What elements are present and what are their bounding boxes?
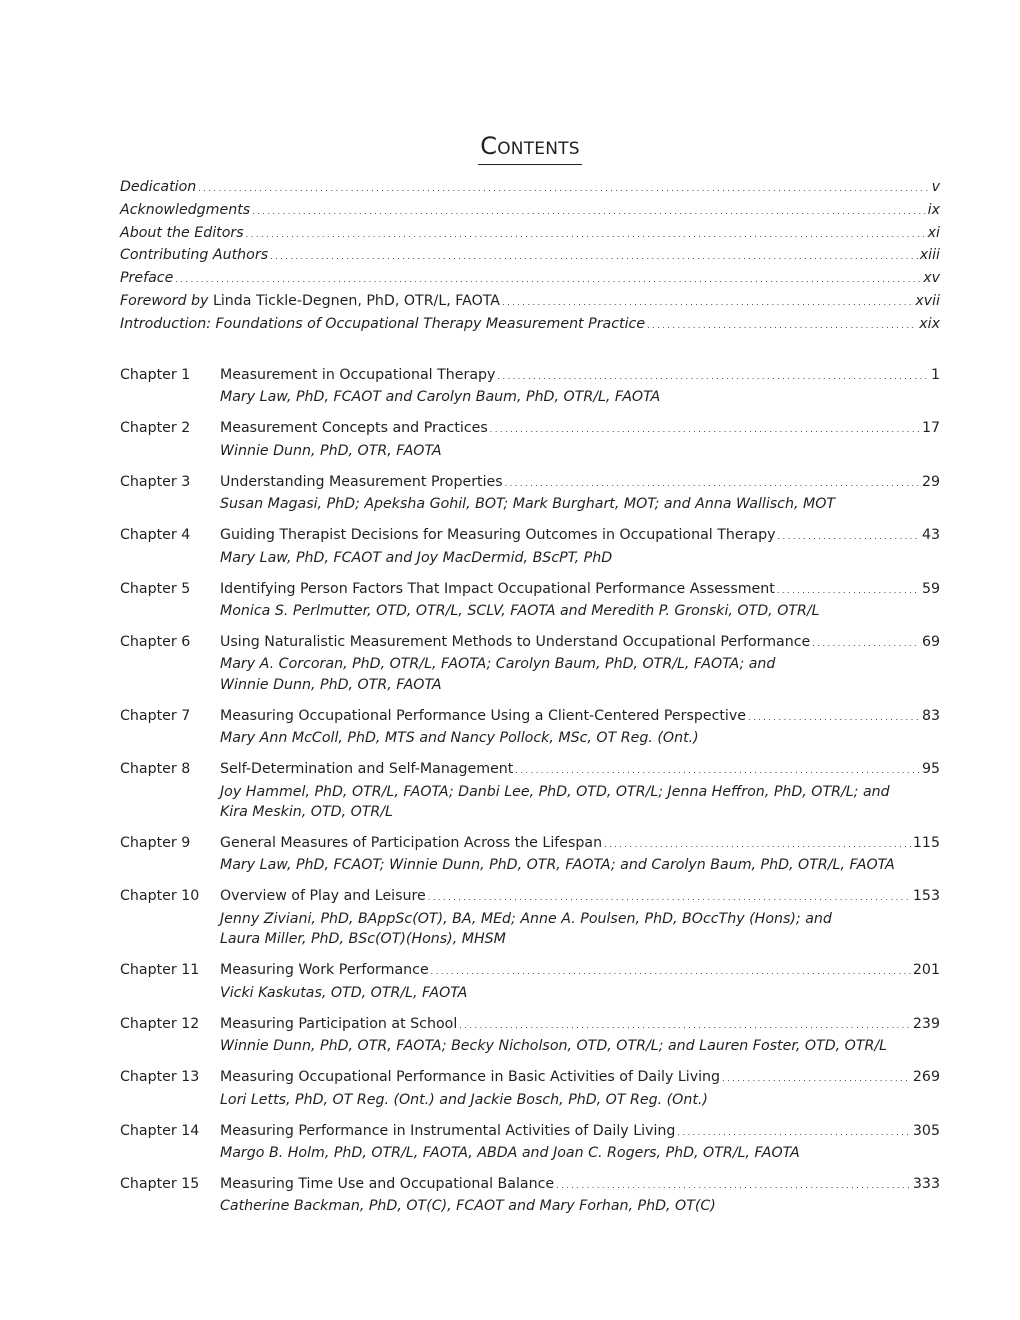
chapter-title-row xyxy=(220,472,940,494)
chapter-page-number: 201 xyxy=(912,962,940,979)
front-matter-item[interactable] xyxy=(120,200,940,223)
chapter-entry[interactable] xyxy=(120,1067,940,1110)
chapter-body xyxy=(220,1067,940,1110)
dot-leader xyxy=(502,291,913,314)
front-matter-label-text: Acknowledgments xyxy=(120,201,251,218)
chapter-body xyxy=(220,960,940,1003)
dot-leader xyxy=(777,579,920,601)
chapter-number: Chapter 11 xyxy=(120,962,200,979)
front-matter-list xyxy=(120,177,940,337)
chapter-body xyxy=(220,579,940,622)
front-matter-label xyxy=(120,314,645,335)
chapter-title-row xyxy=(220,525,940,547)
front-matter-item[interactable] xyxy=(120,314,940,337)
chapter-entry[interactable] xyxy=(120,886,940,949)
chapter-number: Chapter 7 xyxy=(120,707,191,724)
chapter-entry[interactable] xyxy=(120,579,940,622)
front-matter-item[interactable] xyxy=(120,223,940,246)
front-matter-page-number: xix xyxy=(919,315,940,332)
front-matter-page-number: xiii xyxy=(919,247,940,264)
chapter-number: Chapter 12 xyxy=(120,1015,200,1032)
front-matter-page-number: xvii xyxy=(915,292,940,309)
chapter-number: Chapter 2 xyxy=(120,420,191,437)
chapter-page-number: 69 xyxy=(921,634,940,651)
chapter-body xyxy=(220,706,940,749)
dot-leader xyxy=(428,886,911,908)
dot-leader xyxy=(778,525,920,547)
front-matter-label-text: About the Editors xyxy=(120,224,244,241)
dot-leader xyxy=(812,632,920,654)
dot-leader xyxy=(459,1014,911,1036)
chapter-page-number: 43 xyxy=(921,527,940,544)
front-matter-label-text: Dedication xyxy=(120,179,197,195)
dot-leader xyxy=(515,759,920,781)
chapter-title: Measuring Performance in Instrumental Activities of Daily Living xyxy=(220,1122,676,1139)
chapter-body xyxy=(220,833,940,876)
chapter-title-row xyxy=(220,1174,940,1196)
chapter-number: Chapter 15 xyxy=(120,1175,200,1192)
front-matter-label-text: Foreword by xyxy=(120,292,213,309)
chapter-number: Chapter 14 xyxy=(120,1122,200,1139)
chapter-entry[interactable] xyxy=(120,1121,940,1164)
dot-leader xyxy=(604,833,911,855)
chapter-title: Measuring Work Performance xyxy=(220,962,429,979)
chapter-title: Identifying Person Factors That Impact Occupational Performance Assessment xyxy=(220,580,775,597)
chapter-body xyxy=(220,759,940,822)
chapter-entry[interactable] xyxy=(120,418,940,461)
dot-leader xyxy=(505,472,920,494)
front-matter-label-text: Preface xyxy=(120,270,174,287)
chapter-authors: Margo B. Holm, PhD, OTR/L, FAOTA, ABDA and Joan C. Rogers, PhD, OTR/L, FAOTA xyxy=(220,1144,800,1161)
chapter-authors: Mary Law, PhD, FCAOT and Carolyn Baum, PhD, OTR/L, FAOTA xyxy=(220,389,661,406)
chapter-authors: Mary Law, PhD, FCAOT; Winnie Dunn, PhD, OTR, FAOTA; and Carolyn Baum, PhD, OTR/L, FAOTA xyxy=(220,857,895,874)
chapter-title-row xyxy=(220,960,940,982)
chapter-title-row xyxy=(220,833,940,855)
dot-leader xyxy=(270,245,918,268)
chapter-page-number: 95 xyxy=(921,761,940,778)
front-matter-item[interactable] xyxy=(120,268,940,291)
chapter-entry[interactable] xyxy=(120,759,940,822)
front-matter-label xyxy=(120,291,500,312)
front-matter-label xyxy=(120,268,173,289)
chapter-title-row xyxy=(220,759,940,781)
chapter-title: Measuring Participation at School xyxy=(220,1015,458,1032)
chapter-authors: Jenny Ziviani, PhD, BAppSc(OT), BA, MEd; Anne A. Poulsen, PhD, BOccThy (Hons); and Laura Miller, PhD, BSc(OT)(Hons), MHSM xyxy=(220,910,832,948)
chapter-title: Measuring Occupational Performance in Basic Activities of Daily Living xyxy=(220,1069,721,1086)
chapter-title-row xyxy=(220,1067,940,1089)
dot-leader xyxy=(647,314,917,337)
front-matter-item[interactable] xyxy=(120,245,940,268)
dot-leader xyxy=(677,1121,911,1143)
chapter-number: Chapter 1 xyxy=(120,367,191,383)
chapter-authors: Mary Law, PhD, FCAOT and Joy MacDermid, BScPT, PhD xyxy=(220,549,613,566)
chapter-authors: Joy Hammel, PhD, OTR/L, FAOTA; Danbi Lee, PhD, OTD, OTR/L; Jenna Heffron, PhD, OTR/L; and Kira Meskin, OTD, OTR/L xyxy=(220,783,890,821)
chapter-entry[interactable] xyxy=(120,960,940,1003)
chapter-page-number: 17 xyxy=(921,420,940,437)
chapter-page-number: 239 xyxy=(912,1015,940,1032)
chapter-number: Chapter 8 xyxy=(120,761,191,778)
front-matter-page-number: xi xyxy=(927,224,940,241)
chapter-page-number: 115 xyxy=(912,835,940,852)
chapter-body xyxy=(220,472,940,515)
dot-leader xyxy=(198,177,929,200)
chapter-number: Chapter 13 xyxy=(120,1069,200,1086)
front-matter-item[interactable] xyxy=(120,177,940,200)
front-matter-page-number: xv xyxy=(923,270,940,287)
chapter-body xyxy=(220,365,940,408)
chapter-page-number: 305 xyxy=(912,1122,940,1139)
dot-leader xyxy=(556,1174,911,1196)
chapter-title-row xyxy=(220,1121,940,1143)
chapter-title-row xyxy=(220,706,940,728)
front-matter-label xyxy=(120,223,244,244)
chapter-authors: Susan Magasi, PhD; Apeksha Gohil, BOT; Mark Burghart, MOT; and Anna Wallisch, MOT xyxy=(220,496,836,513)
chapter-title: Measuring Occupational Performance Using a Client-Centered Perspective xyxy=(220,707,746,724)
chapter-title: Self-Determination and Self-Management xyxy=(220,761,514,778)
chapter-entry[interactable] xyxy=(120,706,940,749)
chapter-title-row xyxy=(220,579,940,601)
chapter-authors: Monica S. Perlmutter, OTD, OTR/L, SCLV, FAOTA and Meredith P. Gronski, OTD, OTR/L xyxy=(220,603,820,620)
chapter-number: Chapter 10 xyxy=(120,888,200,905)
title-wrap xyxy=(120,116,940,181)
chapter-number: Chapter 3 xyxy=(120,473,191,490)
chapter-authors: Winnie Dunn, PhD, OTR, FAOTA; Becky Nicholson, OTD, OTR/L; and Lauren Foster, OTD, OTR/L xyxy=(220,1038,888,1055)
front-matter-item[interactable] xyxy=(120,291,940,314)
front-matter-label-text: Contributing Authors xyxy=(120,247,269,264)
chapter-number: Chapter 9 xyxy=(120,835,191,852)
chapter-entry[interactable] xyxy=(120,833,940,876)
chapter-title: Guiding Therapist Decisions for Measuring Outcomes in Occupational Therapy xyxy=(220,527,776,544)
chapter-authors: Lori Letts, PhD, OT Reg. (Ont.) and Jackie Bosch, PhD, OT Reg. (Ont.) xyxy=(220,1091,708,1108)
chapter-page-number: 83 xyxy=(921,707,940,724)
front-matter-label xyxy=(120,177,196,198)
chapter-title: Understanding Measurement Properties xyxy=(220,473,503,490)
chapter-entry[interactable] xyxy=(120,525,940,568)
chapter-entry[interactable] xyxy=(120,472,940,515)
chapter-list xyxy=(120,365,940,1227)
chapter-number: Chapter 5 xyxy=(120,580,191,597)
dot-leader xyxy=(246,223,926,246)
chapter-entry[interactable] xyxy=(120,1014,940,1057)
chapter-page-number: 1 xyxy=(930,367,940,383)
chapter-body xyxy=(220,418,940,461)
front-matter-label xyxy=(120,245,268,266)
dot-leader xyxy=(748,706,920,728)
chapter-body xyxy=(220,1121,940,1164)
chapter-title: Using Naturalistic Measurement Methods to Understand Occupational Performance xyxy=(220,634,811,651)
chapter-title: Measurement Concepts and Practices xyxy=(220,420,488,437)
chapter-authors: Vicki Kaskutas, OTD, OTR/L, FAOTA xyxy=(220,984,468,1001)
chapter-body xyxy=(220,525,940,568)
chapter-authors: Winnie Dunn, PhD, OTR, FAOTA xyxy=(220,442,442,459)
chapter-title-row xyxy=(220,418,940,440)
front-matter-label xyxy=(120,200,250,221)
chapter-title: Measuring Time Use and Occupational Balance xyxy=(220,1175,555,1192)
chapter-title: Measurement in Occupational Therapy xyxy=(220,367,496,383)
chapter-page-number: 333 xyxy=(912,1175,940,1192)
chapter-number: Chapter 6 xyxy=(120,634,191,651)
dot-leader xyxy=(490,418,920,440)
chapter-entry[interactable] xyxy=(120,1174,940,1217)
chapter-authors: Catherine Backman, PhD, OT(C), FCAOT and Mary Forhan, PhD, OT(C) xyxy=(220,1198,716,1215)
chapter-number: Chapter 4 xyxy=(120,527,191,544)
front-matter-contributor: Linda Tickle-Degnen, PhD, OTR/L, FAOTA xyxy=(212,292,501,309)
chapter-body xyxy=(220,886,940,949)
dot-leader xyxy=(431,960,911,982)
chapter-title: General Measures of Participation Across the Lifespan xyxy=(220,835,603,852)
chapter-authors: Mary A. Corcoran, PhD, OTR/L, FAOTA; Carolyn Baum, PhD, OTR/L, FAOTA; and Winnie Dunn, PhD, OTR, FAOTA xyxy=(220,656,776,693)
chapter-body xyxy=(220,1014,940,1057)
front-matter-label-text: Introduction: Foundations of Occupational Therapy Measurement Practice xyxy=(120,315,646,332)
chapter-title-row xyxy=(220,1014,940,1036)
chapter-page-number: 29 xyxy=(921,473,940,490)
chapter-page-number: 153 xyxy=(912,888,940,905)
front-matter-page-number: v xyxy=(931,179,940,195)
chapter-title-row xyxy=(220,365,940,387)
chapter-entry[interactable] xyxy=(120,632,940,695)
chapter-page-number: 59 xyxy=(921,580,940,597)
page-title: Contents xyxy=(478,132,581,165)
dot-leader xyxy=(175,268,921,291)
dot-leader xyxy=(722,1067,911,1089)
chapter-entry[interactable] xyxy=(120,365,940,408)
chapter-title: Overview of Play and Leisure xyxy=(220,888,426,905)
chapter-authors: Mary Ann McColl, PhD, MTS and Nancy Pollock, MSc, OT Reg. (Ont.) xyxy=(220,730,699,747)
chapter-page-number: 269 xyxy=(912,1069,940,1086)
dot-leader xyxy=(252,200,925,223)
chapter-title-row xyxy=(220,632,940,654)
front-matter-page-number: ix xyxy=(927,201,940,218)
chapter-title-row xyxy=(220,886,940,908)
chapter-body xyxy=(220,1174,940,1217)
chapter-body xyxy=(220,632,940,695)
dot-leader xyxy=(497,365,929,387)
